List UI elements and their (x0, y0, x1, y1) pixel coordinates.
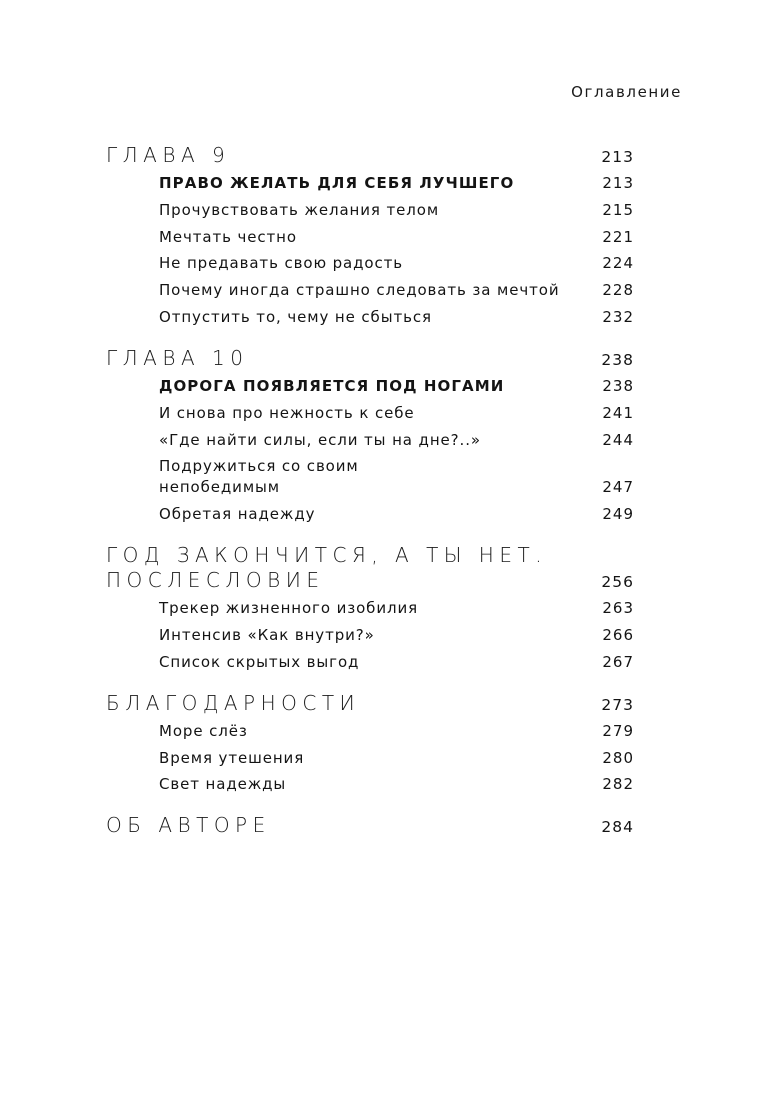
entry-page-number: 241 (602, 403, 634, 422)
toc-chapter (106, 346, 634, 525)
toc-entry[interactable] (159, 721, 634, 742)
chapter-heading-row[interactable] (106, 813, 634, 838)
chapter-heading-row[interactable] (106, 543, 634, 593)
entry-page-number: 213 (602, 174, 634, 192)
chapter-title: БЛАГОДАРНОСТИ (106, 690, 361, 715)
toc-entry[interactable] (159, 307, 634, 328)
chapter-entries (106, 721, 634, 796)
table-of-contents (106, 143, 634, 856)
entry-page-number: 247 (602, 478, 634, 497)
entry-page-number: 279 (602, 721, 634, 740)
chapter-entries (106, 376, 634, 525)
chapter-page-number: 256 (601, 573, 634, 592)
entry-title: Мечтать честно (159, 227, 297, 246)
entry-page-number: 215 (602, 200, 634, 219)
entry-page-number: 238 (602, 376, 634, 395)
entry-page-number: 266 (602, 625, 634, 644)
chapter-entries (106, 598, 634, 673)
entry-page-number: 244 (602, 430, 634, 449)
toc-entry[interactable] (159, 652, 634, 673)
toc-entry[interactable] (159, 200, 634, 221)
toc-entry[interactable] (159, 227, 634, 248)
entry-title: Подружиться со своим непобедимым (159, 457, 359, 497)
entry-page-number: 280 (602, 748, 634, 767)
toc-entry[interactable] (159, 430, 634, 451)
toc-entry[interactable] (159, 598, 634, 619)
entry-title: И снова про нежность к себе (159, 403, 415, 422)
toc-entry[interactable] (159, 774, 634, 795)
chapter-page-number: 273 (601, 695, 634, 714)
chapter-title: ОБ АВТОРЕ (106, 813, 271, 838)
entry-title: Прочувствовать желания телом (159, 200, 440, 219)
chapter-page-number: 213 (601, 148, 634, 166)
entry-title: Море слёз (159, 721, 248, 740)
entry-title: ДОРОГА ПОЯВЛЯЕТСЯ ПОД НОГАМИ (159, 376, 505, 395)
entry-title: Почему иногда страшно следовать за мечтой (159, 281, 560, 300)
toc-entry[interactable] (159, 280, 634, 301)
entry-title: Отпустить то, чему не сбыться (159, 307, 432, 326)
section-heading-entry[interactable] (159, 376, 634, 397)
entry-title: Время утешения (159, 748, 305, 767)
entry-page-number: 224 (602, 254, 634, 273)
chapter-page-number: 238 (601, 350, 634, 369)
entry-title: Обретая надежду (159, 505, 316, 524)
chapter-page-number: 284 (601, 818, 634, 837)
entry-page-number: 263 (602, 599, 634, 618)
chapter-heading-row[interactable] (106, 143, 634, 168)
entry-page-number: 221 (602, 227, 634, 246)
chapter-entries (106, 173, 634, 328)
chapter-title: ГЛАВА 9 (106, 143, 231, 167)
chapter-title: ГЛАВА 10 (106, 345, 249, 370)
entry-page-number: 267 (602, 652, 634, 671)
entry-title: «Где найти силы, если ты на дне?..» (159, 430, 481, 449)
toc-entry[interactable] (159, 625, 634, 646)
entry-title: Трекер жизненного изобилия (159, 599, 419, 618)
entry-title: Не предавать свою радость (159, 254, 404, 273)
entry-page-number: 228 (602, 281, 634, 300)
entry-title: Список скрытых выгод (159, 652, 360, 671)
entry-title: Свет надежды (159, 775, 287, 794)
entry-title: ПРАВО ЖЕЛАТЬ ДЛЯ СЕБЯ ЛУЧШЕГО (159, 174, 515, 192)
toc-chapter (106, 813, 634, 838)
entry-page-number: 232 (602, 307, 634, 326)
toc-entry[interactable] (159, 403, 634, 424)
chapter-heading-row[interactable] (106, 346, 634, 371)
toc-entry[interactable] (159, 456, 634, 498)
toc-chapter (106, 143, 634, 328)
toc-entry[interactable] (159, 253, 634, 274)
entry-title: Интенсив «Как внутри?» (159, 625, 375, 644)
running-head: Оглавление (571, 83, 682, 101)
toc-entry[interactable] (159, 504, 634, 525)
entry-page-number: 282 (602, 775, 634, 794)
entry-page-number: 249 (602, 505, 634, 524)
toc-entry[interactable] (159, 748, 634, 769)
toc-chapter (106, 691, 634, 796)
section-heading-entry[interactable] (159, 173, 634, 194)
chapter-title: ГОД ЗАКОНЧИТСЯ, А ТЫ НЕТ. ПОСЛЕСЛОВИЕ (106, 543, 548, 593)
toc-chapter (106, 543, 634, 673)
chapter-heading-row[interactable] (106, 691, 634, 716)
